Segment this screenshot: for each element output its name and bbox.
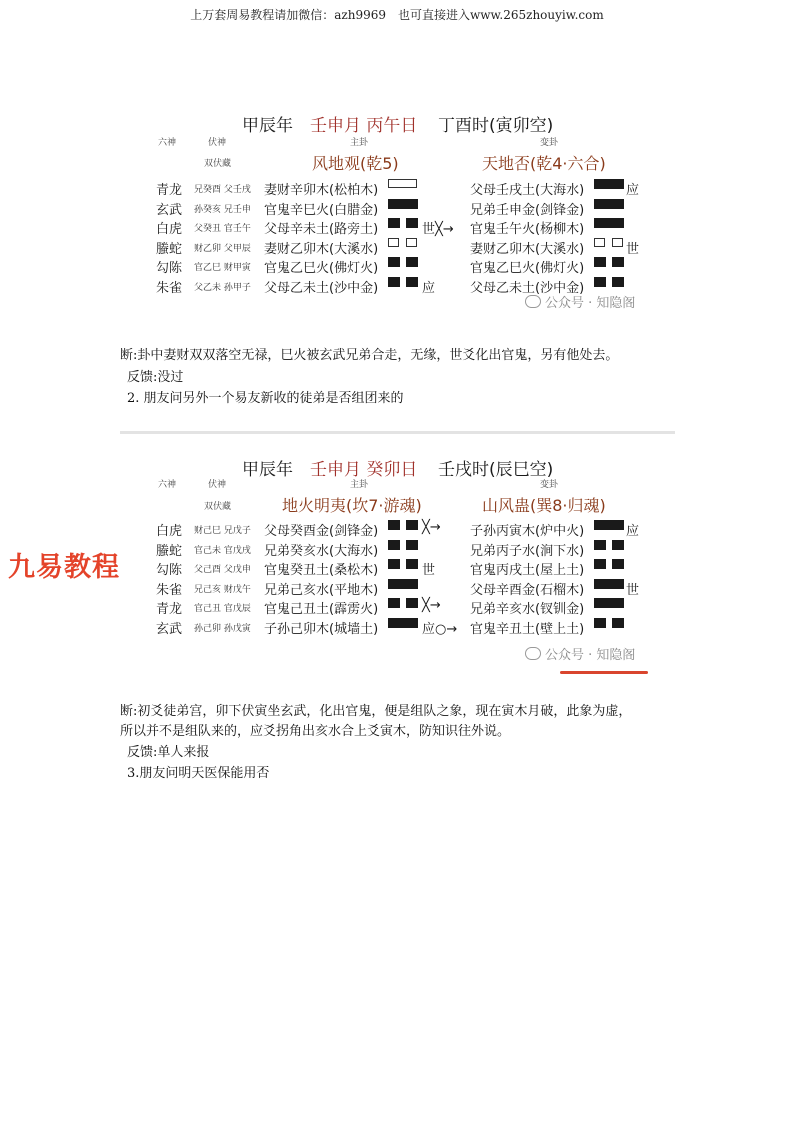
yin-line [594,540,624,550]
yin-line [594,559,624,569]
yin-line [388,238,418,248]
yang-line [594,179,624,189]
yin-line [388,598,418,608]
yao-mark: 世╳→ [422,222,454,237]
year: 甲辰年 [242,116,293,136]
change-yao-text: 兄弟丙子水(涧下水) [470,543,585,559]
yao-row [150,597,670,617]
main-yao-text: 父母乙未土(沙中金) [264,280,379,296]
feedback-1: 反馈:没过 [127,370,184,385]
change-hexagram-name: 山风蛊(巽8·归魂) [482,496,606,515]
yao-row [150,558,670,578]
fushen-label: 伏神 [208,480,227,490]
change-hexagram-name: 天地否(乾4·六合) [482,154,606,173]
yao-row [150,256,670,276]
fushen-label: 官己丑 官戊辰 [194,604,251,614]
yao-mark: ╳→ [422,520,441,535]
side-logo: 九易教程 [8,552,120,583]
yin-line [594,257,624,267]
main-yao-text: 官鬼癸丑土(桑松木) [264,563,379,578]
main-yao-text: 父母癸酉金(剑锋金) [264,524,379,539]
hour: 壬戌时(辰巳空) [438,460,554,480]
change-yao-mark: 应 [626,183,640,198]
change-yao-text: 妻财乙卯木(大溪水) [470,241,585,257]
fushen-label: 伏神 [208,138,227,148]
liushen-label: 螣蛇 [156,241,183,257]
date-row [150,108,670,136]
yang-line [388,179,417,188]
analysis-1: 断:卦中妻财双双落空无禄，巳火被玄武兄弟合走，无缘，世爻化出官鬼，另有他处去。 [120,348,619,363]
liushen-label: 玄武 [156,621,183,637]
analysis-2-line1: 断:初爻徒弟宫，卯下伏寅坐玄武，化出官鬼，便是组队之象，现在寅木月破，此象为虚， [120,704,632,719]
fushen-label: 父乙未 孙甲子 [194,282,251,293]
fushen-label: 兄己亥 财戊午 [194,584,251,595]
wechat-icon [525,295,541,308]
yin-line [388,520,418,530]
main-yao-text: 兄弟己亥水(平地木) [264,582,379,598]
yao-row [150,217,670,237]
yao-row [150,237,670,257]
month-day: 壬申月 丙午日 [310,116,418,136]
change-yao-text: 父母乙未土(沙中金) [470,280,585,296]
change-yao-text: 官鬼乙巳火(佛灯火) [470,261,585,276]
yao-row [150,617,670,637]
liushen-label: 勾陈 [156,261,183,276]
yao-mark: 应○→ [422,621,458,637]
main-yao-text: 官鬼己丑土(霹雳火) [264,602,379,617]
yin-line [388,257,418,267]
liushen-label: 六神 [158,480,177,490]
question-3: 3.朋友问明天医保能用否 [127,766,270,781]
fushen-label: 财乙卯 父甲辰 [194,243,251,254]
main-hexagram-name: 风地观(乾5) [312,154,399,173]
yang-line [594,598,624,608]
feedback-2: 反馈:单人来报 [127,745,210,760]
change-yao-text: 兄弟辛亥水(钗钏金) [470,602,585,617]
yao-row [150,539,670,559]
yang-line [388,618,418,628]
yao-row [150,519,670,539]
change-yao-mark: 世 [626,241,640,257]
liushen-label: 青龙 [156,183,183,198]
change-yao-text: 父母辛酉金(石榴木) [470,582,585,598]
zhugua-label: 主卦 [350,480,369,490]
change-yao-text: 子孙丙寅木(炉中火) [470,524,585,539]
month-day: 壬申月 癸卯日 [310,460,418,480]
liushen-label: 玄武 [156,202,183,218]
fushen-label: 孙癸亥 兄壬申 [194,204,251,215]
fushen-label: 父己酉 父戊申 [194,565,251,575]
accent-line [560,671,648,674]
main-yao-text: 父母辛未土(路旁土) [264,222,379,237]
yang-line [594,520,624,530]
liushen-label: 白虎 [156,222,183,237]
yao-mark: 世 [422,563,436,578]
change-yao-mark: 应 [626,524,640,539]
hour: 丁酉时(寅卯空) [438,116,554,136]
main-yao-text: 妻财辛卯木(松柏木) [264,183,379,198]
liushen-label: 青龙 [156,602,183,617]
shuangfu-label: 双伏藏 [204,159,232,169]
yao-mark: 应 [422,280,436,296]
page-header: 上万套周易教程请加微信：azh9969 也可直接进入www.265zhouyiw.com [190,8,604,22]
main-yao-text: 官鬼辛巳火(白腊金) [264,202,379,218]
watermark: 公众号 · 知隐阁 [525,292,635,311]
main-hexagram-name: 地火明夷(坎7·游魂) [282,496,422,515]
main-yao-text: 兄弟癸亥水(大海水) [264,543,379,559]
yin-line [388,540,418,550]
yin-line [594,277,624,287]
fushen-label: 官己未 官戊戌 [194,545,251,556]
fushen-label: 财己巳 兄戊子 [194,526,251,536]
fushen-label: 官乙巳 财甲寅 [194,263,251,273]
yang-line [594,579,624,589]
change-yao-mark: 世 [626,582,640,598]
zhugua-label: 主卦 [350,138,369,148]
liushen-label: 朱雀 [156,582,183,598]
yin-line [388,218,418,228]
liushen-label: 螣蛇 [156,543,183,559]
shuangfu-label: 双伏藏 [204,502,232,512]
main-yao-text: 子孙己卯木(城墙土) [264,621,379,637]
liushen-label: 白虎 [156,524,183,539]
yang-line [594,199,624,209]
fushen-label: 兄癸酉 父壬戌 [194,185,251,195]
yang-line [388,199,418,209]
main-yao-text: 官鬼乙巳火(佛灯火) [264,261,379,276]
biangua-label: 变卦 [540,138,559,148]
fushen-label: 孙己卯 孙戊寅 [194,623,251,634]
hexagram-chart-2 [150,452,670,674]
change-yao-text: 官鬼壬午火(杨柳木) [470,222,585,237]
watermark: 公众号 · 知隐阁 [525,644,635,663]
divider [120,431,675,434]
wechat-icon [525,647,541,660]
change-yao-text: 父母壬戌土(大海水) [470,183,585,198]
liushen-label: 朱雀 [156,280,183,296]
liushen-label: 勾陈 [156,563,183,578]
main-yao-text: 妻财乙卯木(大溪水) [264,241,379,257]
change-yao-text: 兄弟壬申金(剑锋金) [470,202,585,218]
yin-line [388,277,418,287]
yao-mark: ╳→ [422,598,441,613]
analysis-2-line2: 所以并不是组队来的，应爻拐角出亥水合上爻寅木，防知识往外说。 [120,724,511,739]
yin-line [388,559,418,569]
yin-line [594,618,624,628]
yao-row [150,198,670,218]
hexagram-chart-1 [150,108,670,313]
year: 甲辰年 [242,460,293,480]
biangua-label: 变卦 [540,480,559,490]
change-yao-text: 官鬼辛丑土(壁上土) [470,621,585,637]
liushen-label: 六神 [158,138,177,148]
question-2: 2. 朋友问另外一个易友新收的徒弟是否组团来的 [127,391,404,406]
change-yao-text: 官鬼丙戌土(屋上土) [470,563,585,578]
date-row [150,452,670,480]
fushen-label: 父癸丑 官壬午 [194,224,251,234]
yin-line [594,238,624,248]
yang-line [594,218,624,228]
yang-line [388,579,418,589]
yao-row [150,578,670,598]
yao-row [150,178,670,198]
